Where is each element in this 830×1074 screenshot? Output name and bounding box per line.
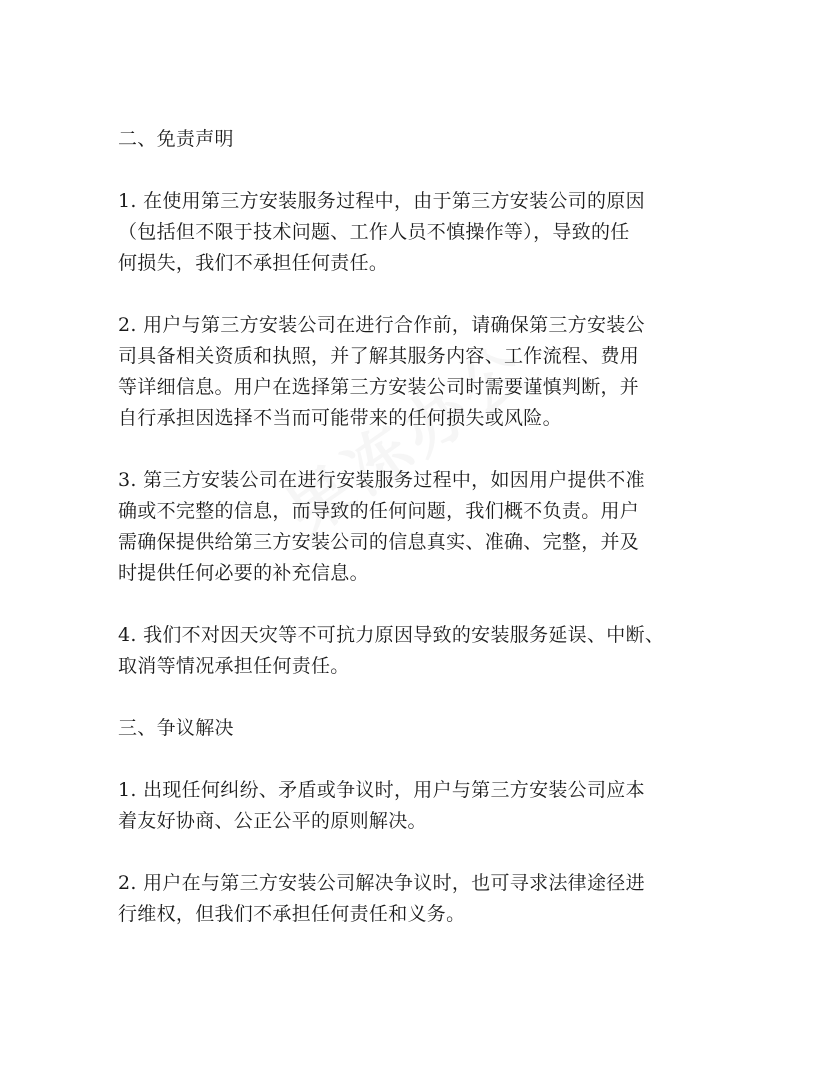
paragraph-disclaimer-4 xyxy=(118,620,726,682)
heading-dispute-resolution xyxy=(118,713,726,744)
paragraph-line: 3. 第三方安装公司在进行安装服务过程中，如因用户提供不准 xyxy=(118,469,645,491)
heading-disclaimer xyxy=(118,124,726,155)
paragraph-disclaimer-1 xyxy=(118,186,726,279)
section-heading: 二、免责声明 xyxy=(118,128,234,150)
paragraph-line: 确或不完整的信息，而导致的任何问题，我们概不负责。用户 xyxy=(118,500,640,522)
paragraph-line: 司具备相关资质和执照，并了解其服务内容、工作流程、费用 xyxy=(118,345,640,367)
paragraph-disclaimer-2 xyxy=(118,310,726,434)
section-heading: 三、争议解决 xyxy=(118,717,234,739)
paragraph-line: 着友好协商、公正公平的原则解决。 xyxy=(118,810,427,832)
paragraph-line: 2. 用户在与第三方安装公司解决争议时，也可寻求法律途径进 xyxy=(118,872,645,894)
paragraph-dispute-2 xyxy=(118,868,726,930)
paragraph-line: （包括但不限于技术问题、工作人员不慎操作等），导致的任 xyxy=(118,221,630,243)
paragraph-line: 取消等情况承担任何责任。 xyxy=(118,655,350,677)
paragraph-disclaimer-3 xyxy=(118,465,726,589)
paragraph-dispute-1 xyxy=(118,775,726,837)
paragraph-line: 需确保提供给第三方安装公司的信息真实、准确、完整，并及 xyxy=(118,531,640,553)
paragraph-line: 4. 我们不对因天灾等不可抗力原因导致的安装服务延误、中断、 xyxy=(118,624,665,646)
paragraph-line: 1. 出现任何纠纷、矛盾或争议时，用户与第三方安装公司应本 xyxy=(118,779,645,801)
paragraph-line: 自行承担因选择不当而可能带来的任何损失或风险。 xyxy=(118,407,562,429)
paragraph-line: 等详细信息。用户在选择第三方安装公司时需要谨慎判断，并 xyxy=(118,376,640,398)
paragraph-line: 2. 用户与第三方安装公司在进行合作前，请确保第三方安装公 xyxy=(118,314,645,336)
paragraph-line: 1. 在使用第三方安装服务过程中，由于第三方安装公司的原因 xyxy=(118,190,645,212)
paragraph-line: 时提供任何必要的补充信息。 xyxy=(118,562,369,584)
paragraph-line: 何损失，我们不承担任何责任。 xyxy=(118,252,389,274)
paragraph-line: 行维权，但我们不承担任何责任和义务。 xyxy=(118,903,466,925)
